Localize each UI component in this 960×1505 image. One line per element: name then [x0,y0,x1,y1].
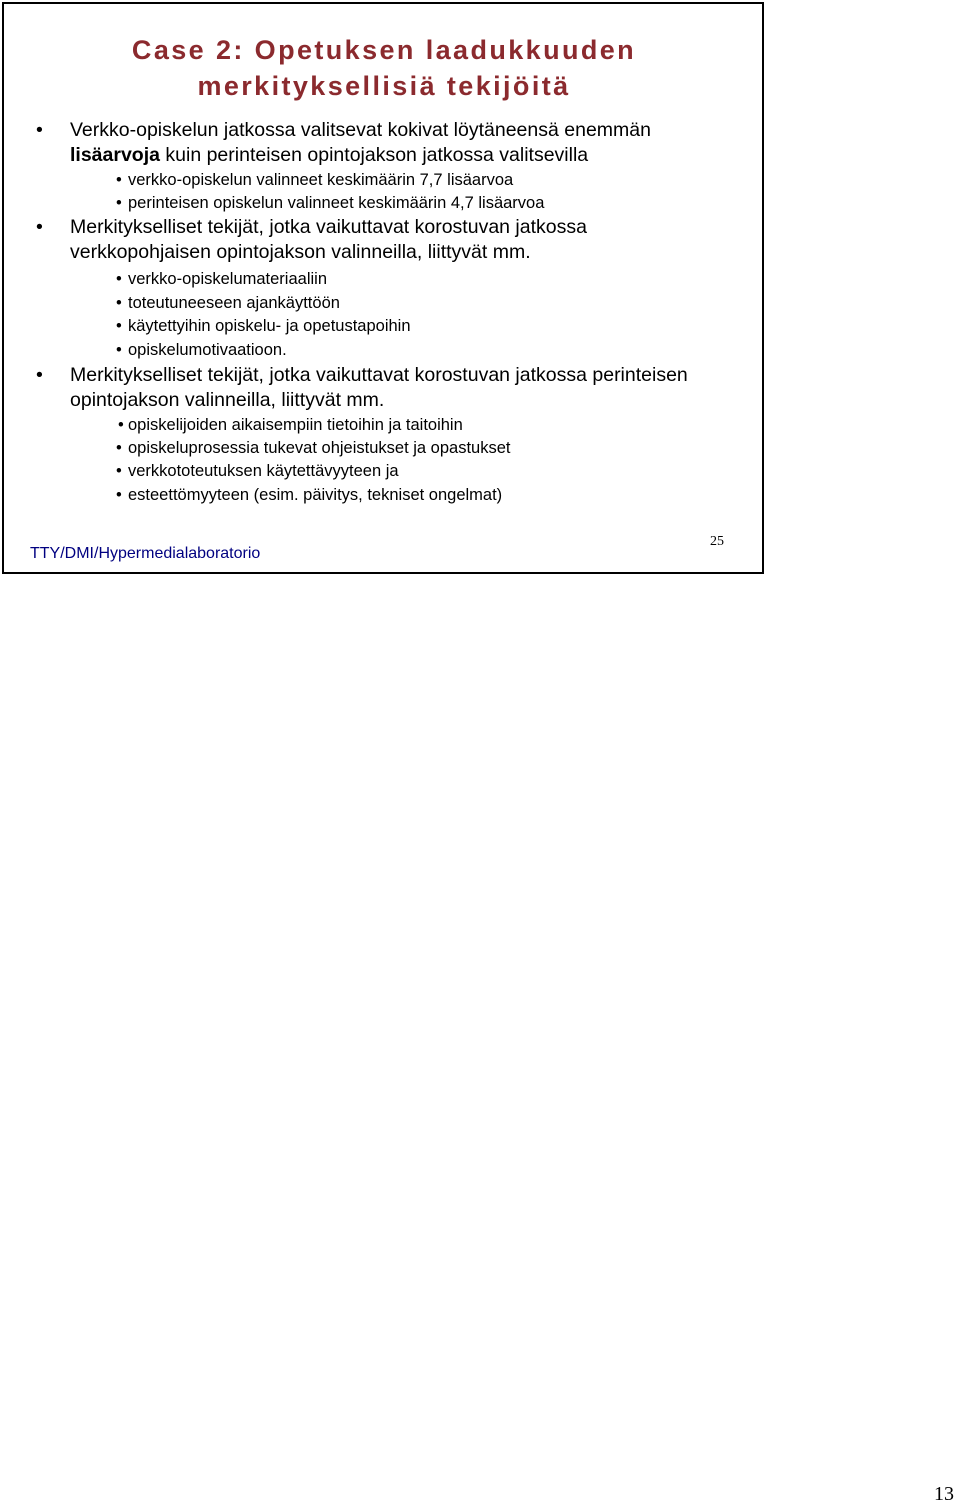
bullet-glyph: • [36,119,43,141]
bullet-glyph: • [116,294,122,312]
bullet-glyph: • [116,194,122,212]
bullet-point-3-line-2: opintojakson valinneilla, liittyvät mm. [70,389,385,411]
sub-point-1-1-text: verkko-opiskelun valinneet keskimäärin 7,7 lisäarvoa [128,171,514,189]
sub-point-3-3 [116,461,748,481]
bullet-point-2-line-2: verkkopohjaisen opintojakson valinneilla, liittyvät mm. [70,241,531,263]
sub-point-1-2-text: perinteisen opiskelun valinneet keskimäärin 4,7 lisäarvoa [128,194,545,212]
bullet-glyph: • [116,341,122,359]
bullet-glyph: • [116,270,122,288]
sub-point-2-4 [116,340,748,360]
sub-point-2-1-text: verkko-opiskelumateriaaliin [128,270,327,288]
bullet-point-1-line-2: kuin perinteisen opintojakson jatkossa valitsevilla [159,144,589,166]
bullet-glyph: • [116,462,122,480]
bullet-glyph: • [36,364,43,386]
bullet-point-3-line-1: Merkitykselliset tekijät, jotka vaikuttavat korostuvan jatkossa perinteisen [70,364,688,386]
sub-point-1-2 [116,193,748,213]
sub-point-3-2 [116,438,748,458]
sub-point-3-3-text: verkkototeutuksen käytettävyyteen ja [128,462,399,480]
slide-number: 25 [710,534,724,549]
sub-point-3-4 [116,485,748,505]
bullet-glyph: • [116,171,122,189]
sub-point-2-2 [116,293,748,313]
bullet-point-3 [36,363,760,413]
sub-point-2-2-text: toteutuneeseen ajankäyttöön [128,294,340,312]
slide-title-line-1: Case 2: Opetuksen laadukkuuden [131,35,637,65]
slide-title-line-2: merkityksellisiä tekijöitä [197,71,571,101]
sub-point-3-1 [118,415,748,435]
sub-point-3-1-text: opiskelijoiden aikaisempiin tietoihin ja taitoihin [128,416,463,434]
sub-point-2-3 [116,316,748,336]
bullet-glyph: • [118,416,124,434]
bullet-point-2-line-1: Merkitykselliset tekijät, jotka vaikuttavat korostuvan jatkossa [70,216,587,238]
bullet-point-2 [36,215,760,265]
bullet-glyph: • [116,439,122,457]
page-number: 13 [934,1483,954,1505]
bullet-point-1-line-1: Verkko-opiskelun jatkossa valitsevat kokivat löytäneensä enemmän [70,119,651,141]
sub-point-2-4-text: opiskelumotivaatioon. [128,341,287,359]
slide [2,2,764,574]
sub-point-3-4-text: esteettömyyteen (esim. päivitys, tekniset ongelmat) [128,486,503,504]
footer-organization: TTY/DMI/Hypermedialaboratorio [30,545,261,562]
bullet-glyph: • [36,216,43,238]
bullet-point-1-emphasis: lisäarvoja [70,144,160,166]
bullet-glyph: • [116,486,122,504]
bullet-point-1 [36,118,760,168]
sub-point-1-1 [116,170,748,190]
sub-point-2-1 [116,269,748,289]
slide-title [4,32,764,104]
sub-point-2-3-text: käytettyihin opiskelu- ja opetustapoihin [128,317,411,335]
bullet-glyph: • [116,317,122,335]
sub-point-3-2-text: opiskeluprosessia tukevat ohjeistukset ja opastukset [128,439,511,457]
